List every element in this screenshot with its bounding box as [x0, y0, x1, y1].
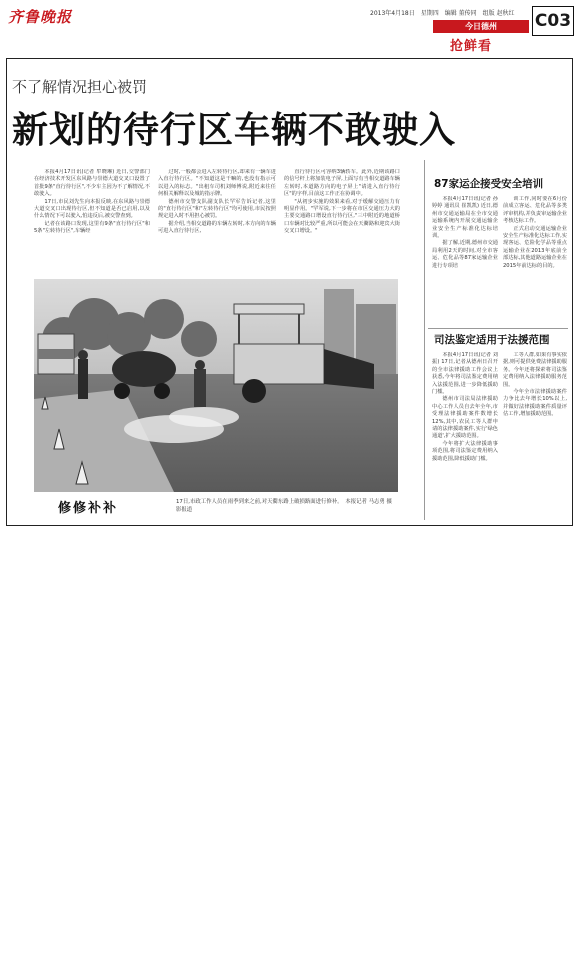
- photo-banner-title: 修修补补: [58, 501, 119, 516]
- sidebar1-column-a: [432, 196, 498, 324]
- page-number: C03: [532, 6, 574, 36]
- article-column-2: [158, 169, 276, 275]
- sidebar2-column-b: [503, 352, 567, 518]
- section-name: 抢鲜看: [450, 39, 493, 54]
- paragraph: 17日,市民刘先生向本报反映,在东风路与崇德大道交叉口出现待行区,但不知道是否已启用,以及什么情况下可以驶入,怕违反后,被交警查到。: [34, 198, 150, 220]
- paragraph: 工等人群,如果有事实依据,则可提供免费法律援助服务。今年还将探索将司法鉴定费用纳入法律援助服务范围。: [503, 352, 567, 388]
- sidebar-rule: [428, 328, 568, 329]
- road-repair-illustration: [34, 279, 398, 492]
- paragraph: "从初步实施的效果来看,对于缓解交通压力有明显作用。"罕军说,下一步将在市区交通压力大的主要交通路口增设直行待行区,"三中附近的地道桥口车辆对比较严重,所以可能会在天衢路和迎宾大街交叉口增设。": [284, 198, 400, 235]
- article-column-3: [284, 169, 400, 275]
- article-headline: 新划的待行区车辆不敢驶入: [12, 110, 457, 151]
- paragraph: 本报4月17日讯(记者 牟晓琳) 近日,交警部门在经济技术开发区东风路与崇德大道交叉口设置了首批9条"直行待行区",不少车主因为不了解情况,不敢驶入。: [34, 169, 150, 198]
- paragraph: 德州市司法局法律援助中心工作人员自去年全年,市受理法律援助案件数增长12%,其中,农民工等人群申请的法律援助案件,实行'绿色通道',扩大援助范围。: [432, 396, 498, 440]
- paragraph: 过时,一般都会进入左转待行区,却来有一辆车进入直行待行区。"不知道这是干嘛的,也没有指示可以进入的标志。"出租车司机刘师傅说,附近来往任何相关解释以及城的指示牌。: [158, 169, 276, 198]
- sidebar2-column-a: [432, 352, 498, 518]
- news-photo-road-repair: [34, 279, 398, 492]
- sidebar1-column-b: [503, 196, 567, 324]
- paragraph: 本报4月17日讯(记者 刘振) 17日,记者从德州日召开的全市法律援助工作会议上获悉,今年将司法鉴定费用纳入法援范围,进一步降低援助门槛。: [432, 352, 498, 396]
- paragraph: 据了解,近期,德州市交通局利用2天的时间,对全市客运、危化品等87家运输企业进行专项培: [432, 240, 498, 269]
- sidebar-title-legal-aid: 司法鉴定适用于法援范围: [434, 334, 550, 346]
- paragraph: 德州市交警支队副支队长罕军告诉记者,这里的"直行待行区"和"左转待行区"均可使用,市民按照规定进入时不用担心被罚。: [158, 198, 276, 220]
- dateline: 2013年4月18日 星期四 编辑 董传同 组版 赵秋红: [370, 10, 515, 17]
- paragraph: 今年全市法律援助案件力争比去年增长10%以上,并做好法律援助案件质量评估工作,增加援助范围。: [503, 389, 567, 418]
- article-column-1: [34, 169, 150, 275]
- today-section-box: 今日德州: [433, 20, 529, 33]
- sidebar-title-training: 87家运企接受安全培训: [434, 178, 544, 190]
- masthead-logo: 齐鲁晚报: [8, 8, 73, 26]
- photo-caption: 17日,市政工作人员在雨季到来之前,对天衢东路上破损路面进行修补。 本报记者 马志勇 摄影报道: [176, 499, 392, 513]
- paragraph: 本报4月17日讯(记者 孙婷婷 通讯员 崔凯凯) 近日,德州市交通运输局在全市交通运输系统内开展交通运输企业安全生产标准化达标培训。: [432, 196, 498, 240]
- article-subhead: 不了解情况担心被罚: [12, 78, 148, 96]
- paragraph: 据介绍,当相交道路的车辆左转时,本方向的车辆可进入直行待行区,: [158, 220, 276, 235]
- paragraph: 正式启动交通运输企业安全生产标准化达标工作,实现客运、危险化学品等重点运输企业在2013年底前全部达标,其他道路运输企业在2015年前达标的目的。: [503, 225, 567, 269]
- paragraph: 训工作,同时要在6月份前成立客运、危化品等多类评审机构,并负责审运输企业考核达标工作。: [503, 196, 567, 225]
- paragraph: 今年将扩大法律援助事项范围,将司法鉴定费用纳入援助范围,降低援助门槛。: [432, 440, 498, 462]
- paragraph: 记者在该路口发现,这里有9条"直行待行区"和5条"左转待行区",车辆经: [34, 220, 150, 235]
- paragraph: 直行待行区可容纳3辆轿车。此外,近期该路口的信号杆上将加装电子屏,上面写有当相交道路车辆左转时,本道路方向的电子屏上"请进入直行待行区"的字样,目前这工作正在协调中。: [284, 169, 400, 198]
